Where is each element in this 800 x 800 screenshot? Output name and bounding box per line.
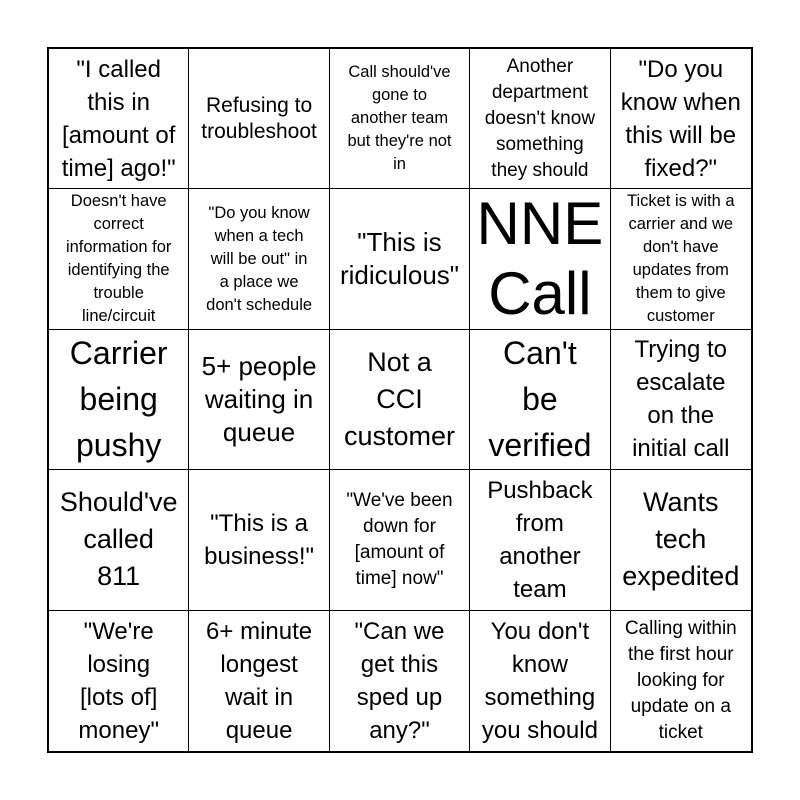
bingo-cell-1-2[interactable] <box>189 49 329 189</box>
bingo-cell-1-1[interactable] <box>49 49 189 189</box>
bingo-cell-1-3[interactable] <box>330 49 470 189</box>
bingo-cell-3-1[interactable] <box>49 330 189 470</box>
bingo-cell-text: "This is a business!" <box>204 509 315 570</box>
bingo-board <box>47 47 753 753</box>
bingo-cell-text: Another department doesn't know something they should <box>484 55 596 181</box>
bingo-cell-5-3[interactable] <box>330 611 470 751</box>
bingo-cell-text: Should've called 811 <box>59 487 178 592</box>
bingo-cell-1-5[interactable] <box>611 49 751 189</box>
bingo-cell-3-5[interactable] <box>611 330 751 470</box>
bingo-cell-text: Trying to escalate on the initial call <box>632 336 730 463</box>
bingo-cell-5-5[interactable] <box>611 611 751 751</box>
bingo-cell-text: "We've been down for [amount of time] now" <box>346 489 453 589</box>
bingo-cell-text: "Do you know when this will be fixed?" <box>620 55 741 182</box>
bingo-cell-2-4-free-space[interactable] <box>470 189 610 329</box>
bingo-cell-2-5[interactable] <box>611 189 751 329</box>
bingo-cell-text: Wants tech expedited <box>622 487 740 592</box>
bingo-cell-4-3[interactable] <box>330 470 470 610</box>
bingo-cell-5-1[interactable] <box>49 611 189 751</box>
bingo-cell-text: Calling within the first hour looking for update on a ticket <box>624 617 737 743</box>
bingo-cell-5-2[interactable] <box>189 611 329 751</box>
bingo-cell-3-3[interactable] <box>330 330 470 470</box>
bingo-cell-3-4[interactable] <box>470 330 610 470</box>
bingo-cell-text: Doesn't have correct information for identifying the trouble line/circuit <box>65 192 172 326</box>
bingo-cell-2-2[interactable] <box>189 189 329 329</box>
bingo-cell-5-4[interactable] <box>470 611 610 751</box>
bingo-cell-text: "Do you know when a tech will be out" in a place we don't schedule <box>206 203 313 314</box>
bingo-cell-text: "We're losing [lots of] money" <box>78 617 159 744</box>
bingo-cell-4-4[interactable] <box>470 470 610 610</box>
bingo-cell-text: You don't know something you should <box>481 617 598 744</box>
bingo-cell-4-5[interactable] <box>611 470 751 610</box>
bingo-cell-2-1[interactable] <box>49 189 189 329</box>
bingo-cell-3-2[interactable] <box>189 330 329 470</box>
bingo-cell-text: Ticket is with a carrier and we don't have updates from them to give customer <box>626 192 735 326</box>
bingo-cell-text: 6+ minute longest wait in queue <box>206 617 313 744</box>
bingo-cell-text: Carrier being pushy <box>69 335 168 464</box>
bingo-cell-4-2[interactable] <box>189 470 329 610</box>
bingo-cell-1-4[interactable] <box>470 49 610 189</box>
bingo-cell-2-3[interactable] <box>330 189 470 329</box>
bingo-cell-text: Not a CCI customer <box>343 346 456 451</box>
bingo-cell-text: Refusing to troubleshoot <box>201 93 317 143</box>
bingo-cell-text: Call should've gone to another team but they're not in <box>347 63 452 174</box>
bingo-cell-text: Can't be verified <box>488 335 592 464</box>
bingo-cell-text: NNE Call <box>476 190 604 328</box>
bingo-cell-text: 5+ people waiting in queue <box>201 350 317 447</box>
bingo-cell-text: "This is ridiculous" <box>339 227 460 291</box>
bingo-cell-text: Pushback from another team <box>487 476 593 603</box>
bingo-cell-text: "I called this in [amount of time] ago!" <box>61 55 176 182</box>
bingo-cell-4-1[interactable] <box>49 470 189 610</box>
bingo-cell-text: "Can we get this sped up any?" <box>354 617 445 744</box>
